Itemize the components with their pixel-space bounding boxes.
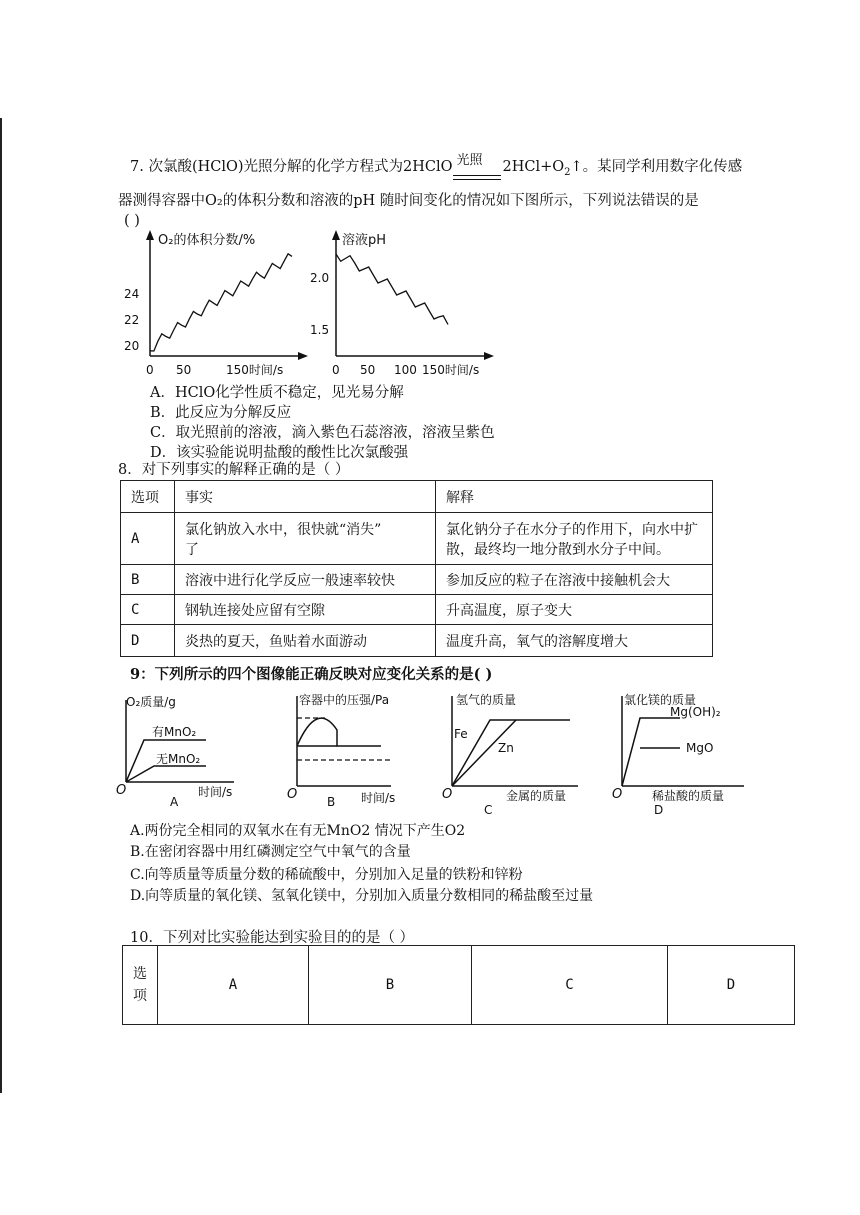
y-tick-1.5: 1.5 [310,323,330,337]
table-header-row [123,946,795,1025]
q7-option-d: D．该实验能说明盐酸的酸性比次氯酸强 [150,445,409,461]
ph-chart [310,228,500,378]
q8-table [120,480,713,657]
q7-stem-part: 7. 次氯酸(HClO)光照分解的化学方程式为2HClO [130,159,453,175]
graph-letter: B [327,795,336,809]
label-zn: Zn [498,741,514,755]
x-tick-0: 0 [332,363,340,377]
header-line: 项 [133,988,147,1004]
graph-letter: D [654,803,664,817]
column-d: D [668,946,795,1025]
y-axis-arrow [332,230,340,240]
row-explanation: 升高温度，原子变大 [436,595,713,625]
row-fact: 钢轨连接处应留有空隙 [175,595,436,625]
header-line: 选 [133,966,147,982]
q7-option-b: B．此反应为分解反应 [150,405,292,421]
equals-line-top [453,175,501,176]
page-left-border [0,118,2,1093]
ph-series-line [336,254,448,325]
x-axis-arrow [484,352,494,360]
q9-option-b: B.在密闭容器中用红磷测定空气中氧气的含量 [130,844,411,860]
q7-stem-line2: 器测得容器中O₂的体积分数和溶液的pH 随时间变化的情况如下图所示，下列说法错误的是 [118,193,699,209]
graph-letter: A [170,795,179,809]
q9-option-d: D.向等质量的氧化镁、氢氧化镁中，分别加入质量分数相同的稀盐酸至过量 [130,888,594,904]
q9-option-c: C.向等质量等质量分数的稀硫酸中，分别加入足量的铁粉和锌粉 [130,867,523,883]
y-axis-arrow [146,230,154,240]
o2-series-line [150,254,292,351]
exp-line: 散，最终均一地分散到水分子中间。 [446,541,670,558]
exp-line: 氯化钠分子在水分子的作用下，向水中扩 [446,521,698,538]
y-axis-label: 容器中的压强/Pa [299,693,390,707]
row-explanation: 参加反应的粒子在溶液中接触机会大 [436,565,713,595]
header-fact: 事实 [175,481,436,513]
pressure-curve [297,718,381,746]
q9-option-a: A.两份完全相同的双氧水在有无MnO2 情况下产生O2 [130,823,466,839]
x-axis-label: 时间/s [198,785,233,799]
q9-stem: 9：下列所示的四个图像能正确反映对应变化关系的是( ) [130,666,493,683]
fact-line: 氯化钠放入水中，很快就“消失” [185,521,382,538]
y-tick-22: 22 [124,313,140,327]
graph-d [610,690,760,820]
q10-stem: 10．下列对比实验能达到实验目的的是（ ） [130,930,415,946]
y-axis-label: 溶液pH [342,233,387,248]
origin: O [612,787,623,802]
q7-option-c: C．取光照前的溶液，滴入紫色石蕊溶液，溶液呈紫色 [150,425,495,441]
header-explanation: 解释 [436,481,713,513]
y-tick-2.0: 2.0 [310,271,330,285]
q8-stem: 8．对下列事实的解释正确的是（ ） [118,462,350,478]
x-tick-50: 50 [176,363,192,377]
row-option: C [121,595,175,625]
origin: O [442,787,453,802]
y-tick-20: 20 [124,339,140,353]
label-mgo: MgO [686,741,714,755]
x-axis-label: 时间/s [361,791,396,805]
column-a: A [158,946,309,1025]
x-tick-150: 150时间/s [422,363,480,377]
x-tick-50: 50 [360,363,376,377]
x-tick-150: 150时间/s [226,363,284,377]
y-axis-label: 氯化镁的质量 [624,693,697,707]
origin: O [287,787,298,802]
x-axis-label: 稀盐酸的质量 [652,789,725,803]
label-with-mno2: 有MnO₂ [152,725,197,739]
row-fact [175,513,436,565]
table-row [121,513,713,565]
reaction-condition: 光照 [456,153,483,168]
header-option: 选项 [121,481,175,513]
table-row [121,595,713,625]
graph-letter: C [484,803,493,817]
q7-stem-tail: ↑。某同学利用数字化传感 [570,159,743,175]
x-axis-arrow [298,352,308,360]
graph-b [285,690,425,815]
y-tick-24: 24 [124,287,140,301]
column-b: B [309,946,472,1025]
row-option: D [121,625,175,657]
graph-c [440,690,600,820]
y-axis-label: O₂质量/g [126,695,176,709]
table-header-row [121,481,713,513]
row-explanation: 温度升高，氧气的溶解度增大 [436,625,713,657]
row-fact: 溶液中进行化学反应一般速率较快 [175,565,436,595]
q7-stem-product: 2HCl+O [502,159,565,175]
fact-line: 了 [185,541,199,558]
q7-option-a: A．HClO化学性质不稳定，见光易分解 [150,385,404,401]
row-explanation [436,513,713,565]
label-fe: Fe [454,727,468,741]
q7-answer-blank: ( ) [124,213,140,229]
header-option [123,946,158,1025]
row-option: A [121,513,175,565]
y-axis-label: 氢气的质量 [456,693,517,707]
q10-table [122,945,795,1025]
table-row [121,625,713,657]
mgoh2-line [622,718,680,786]
without-mno2-line [126,766,206,782]
origin: O [116,783,127,798]
y-axis-label: O₂的体积分数/% [158,233,256,248]
q7-stem-line1 [130,153,743,182]
table-row [121,565,713,595]
column-c: C [472,946,668,1025]
x-tick-100: 100 [394,363,417,377]
row-option: B [121,565,175,595]
x-tick-0: 0 [146,363,154,377]
row-fact: 炎热的夏天，鱼贴着水面游动 [175,625,436,657]
x-axis-label: 金属的质量 [506,789,567,803]
graph-a [114,690,264,815]
equals-line-bottom [453,179,501,180]
q7-subscript: 2 [564,166,571,178]
label-mgoh2: Mg(OH)₂ [670,705,721,719]
label-without-mno2: 无MnO₂ [156,752,201,766]
o2-fraction-chart [120,228,310,378]
